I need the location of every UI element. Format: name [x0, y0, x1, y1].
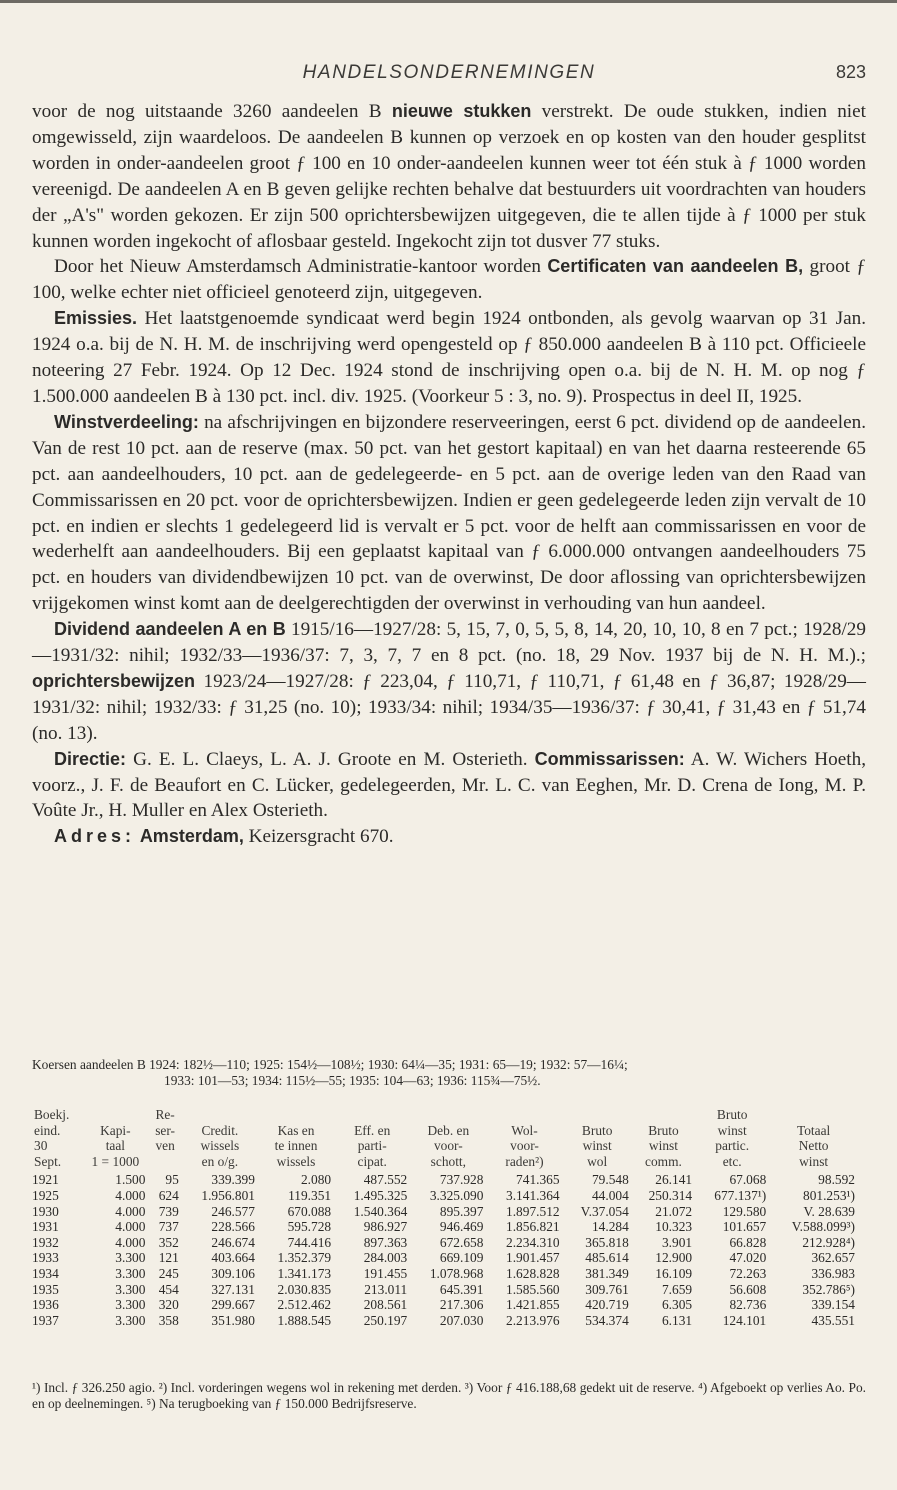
- table-cell: V.37.054: [580, 1203, 629, 1219]
- column-header: voor-: [510, 1138, 539, 1154]
- table-cell: 1937: [32, 1312, 59, 1328]
- table-cell: 98.592: [818, 1172, 855, 1188]
- column-header: winst: [799, 1153, 829, 1169]
- table-cell: 124.101: [722, 1312, 767, 1328]
- table-cell: 2.213.976: [506, 1312, 560, 1328]
- table-cell: 741.365: [516, 1172, 560, 1188]
- table-cell: V. 28.639: [803, 1203, 855, 1219]
- paragraph-emissies: Emissies. Het laatstgenoemde syndicaat werd begin 1924 ontbonden, als gevolg waarvan op 31 Jan. 1924 o.a. bij de N. H. M. de inschrijving werd opengesteld op ƒ 850.000 aandeelen B à 110 pct. Officieele noteering 27 Febr. 1924. Op 12 Dec. 1924 stond de inschrijving open o.a. bij de N. H. M. op nog ƒ 1.500.000 aandeelen B à 130 pct. incl. div. 1925. (Voorkeur 5 : 3, no. 9). Prospectus in deel II, 1925.: [32, 308, 866, 407]
- table-cell: 14.284: [591, 1219, 629, 1235]
- column-header: [486, 1107, 562, 1123]
- column-header: Bruto: [716, 1107, 748, 1122]
- table-cell: 1.540.364: [353, 1203, 408, 1219]
- column-header: Credit.: [201, 1122, 239, 1138]
- table-body: [32, 1172, 858, 1328]
- column-header: eind.: [34, 1122, 61, 1138]
- section-heading: Emissies.: [54, 308, 138, 329]
- table-cell: 737: [158, 1219, 179, 1235]
- paragraph-directie: Directie: G. E. L. Claeys, L. A. J. Groote en M. Osterieth. Commissarissen: A. W. Wichers Hoeth, voorz., J. F. de Beaufort en C. Lücker, gedelegeerden, Mr. L. C. van Eeghen, Mr. D. Crena de Iong, M. P. Voûte Jr., H. Muller en Alex Osterieth.: [32, 748, 866, 822]
- table-cell: 352.786⁵): [802, 1281, 855, 1297]
- table-cell: 645.391: [439, 1281, 484, 1297]
- table-cell: 228.566: [211, 1219, 255, 1235]
- table-cell: 1.901.457: [506, 1250, 560, 1266]
- paragraph-shares: voor de nog uitstaande 3260 aandeelen B nieuwe stukken verstrekt. De oude stukken, indien niet omgewisseld, zijn waardeloos. De aandeelen B kunnen op verzoek en op kosten van den houder gesplitst worden in onder-aandeelen groot ƒ 100 en 10 onder-aandeelen kunnen weer tot één stuk à ƒ 1000 worden vereenigd. De aandeelen A en B geven gelijke rechten behalve dat bestuurders uit voordrachten van houders der „A's" worden gekozen. Er zijn 500 oprichtersbewijzen uitgegeven, die te allen tijde à ƒ 1000 per stuk kunnen worden ingekocht of aflosbaar gesteld. Ingekocht zijn tot dusver 77 stuks.: [32, 101, 866, 252]
- bold-term: Amsterdam,: [139, 826, 244, 847]
- column-header: [182, 1107, 258, 1123]
- table-cell: 217.306: [439, 1297, 484, 1313]
- table-cell: 737.928: [439, 1172, 484, 1188]
- column-header: Netto: [798, 1138, 829, 1154]
- table-cell: 1.585.560: [506, 1281, 560, 1297]
- table-cell: 365.818: [585, 1234, 629, 1250]
- column-header: wissels: [276, 1153, 316, 1169]
- column-header: Bruto: [581, 1122, 613, 1138]
- table-cell: 3.325.090: [429, 1187, 484, 1203]
- table-cell: 1.856.821: [506, 1219, 560, 1235]
- table-cell: 1.500: [115, 1172, 146, 1188]
- share-prices-line: Koersen aandeelen B 1924: 182½—110; 1925: 154½—108½; 1930: 64¼—35; 1931: 65—19; 1932: 57—16¼;: [32, 1057, 628, 1072]
- table-cell: 336.983: [811, 1265, 855, 1281]
- table-cell: 3.300: [115, 1265, 146, 1281]
- table-cell: 595.728: [287, 1219, 332, 1235]
- section-heading: Commissarissen:: [534, 748, 685, 769]
- table-cell: 320: [158, 1297, 179, 1313]
- table-cell: 739: [158, 1203, 179, 1219]
- table-row: [32, 1188, 858, 1204]
- bold-term: nieuwe stukken: [391, 101, 532, 121]
- column-header: en o/g.: [201, 1153, 239, 1169]
- table-cell: 212.928⁴): [802, 1234, 855, 1250]
- column-header: winst: [648, 1138, 678, 1154]
- table-cell: 327.131: [211, 1281, 255, 1297]
- table-header: [32, 1107, 858, 1172]
- column-header: schott,: [430, 1153, 467, 1169]
- running-title: HANDELSONDERNEMINGEN: [302, 62, 596, 83]
- table-cell: 946.469: [439, 1219, 484, 1235]
- table-cell: 420.719: [585, 1297, 629, 1313]
- table-row: [32, 1219, 858, 1235]
- table-cell: 10.323: [655, 1219, 693, 1235]
- table-cell: 2.234.310: [506, 1234, 560, 1250]
- table-header-row: [32, 1107, 858, 1123]
- table-cell: 1925: [32, 1187, 59, 1203]
- table-cell: 299.667: [211, 1297, 255, 1313]
- bold-term: oprichtersbewijzen: [32, 670, 196, 691]
- table-cell: 1.341.173: [277, 1265, 332, 1281]
- table-cell: 3.300: [115, 1250, 146, 1266]
- table-cell: 245: [158, 1265, 179, 1281]
- table-cell: 79.548: [591, 1172, 629, 1188]
- column-header: cipat.: [357, 1153, 387, 1169]
- table-cell: 485.614: [585, 1250, 629, 1266]
- table-cell: 1.888.545: [277, 1312, 332, 1328]
- column-header: Eff. en: [354, 1122, 391, 1138]
- table-cell: 801.253¹): [803, 1187, 855, 1203]
- table-cell: 1.628.828: [506, 1265, 560, 1281]
- table-row: [32, 1204, 858, 1220]
- table-row: [32, 1266, 858, 1282]
- column-header: winst: [717, 1122, 747, 1138]
- section-heading: Dividend aandeelen A en B: [54, 619, 286, 640]
- table-cell: 381.349: [585, 1265, 629, 1281]
- top-border: [0, 0, 897, 3]
- column-header: Sept.: [34, 1153, 62, 1169]
- table-row: [32, 1297, 858, 1313]
- column-header: [632, 1107, 695, 1123]
- table-cell: 250.197: [363, 1312, 408, 1328]
- table-cell: 1933: [32, 1250, 59, 1266]
- column-header: [334, 1107, 410, 1123]
- table-cell: 213.011: [364, 1281, 408, 1297]
- column-header: [148, 1154, 181, 1173]
- column-header: Boekj.: [34, 1107, 70, 1122]
- share-prices-line: 1933: 101—53; 1934: 115½—55; 1935: 104—63; 1936: 115¾—75½.: [164, 1073, 541, 1088]
- column-header: 1 = 1000: [91, 1153, 140, 1169]
- table-cell: 339.399: [211, 1172, 255, 1188]
- column-header: comm.: [645, 1153, 682, 1169]
- column-header: 30: [34, 1138, 48, 1154]
- table-cell: 669.109: [439, 1250, 484, 1266]
- table-cell: 250.314: [648, 1187, 693, 1203]
- table-cell: 1.956.801: [201, 1187, 255, 1203]
- table-cell: 2.030.835: [277, 1281, 332, 1297]
- paragraph-winstverdeeling: Winstverdeeling: na afschrijvingen en bijzondere reserveeringen, eerst 6 pct. dividend op de aandeelen. Van de rest 10 pct. aan de reserve (max. 50 pct. van het gestort kapitaal) en van het daarna resteerende 65 pct. aan aandeelhouders, 10 pct. aan de gedelegeerde- en 5 pct. aan de overige leden van den Raad van Commissarissen en 20 pct. voor de oprichtersbewijzen. Indien er geen gedelegeerde leden zijn vervalt de 10 pct. en indien er slechts 1 gedelegeerd lid is vervalt er 5 pct. voor de helft aan commissarissen en voor de wederhelft aan aandeelhouders. Bij een geplaatst kapitaal van ƒ 6.000.000 ontvangen aandeelhouders 75 pct. en houders van dividendbewijzen 10 pct. van de overwinst, De door aflossing van oprichtersbewijzen vrijgekomen winst komt aan de deelgerechtigden der overwinst in verhouding van hun aandeel.: [32, 411, 866, 615]
- table-cell: 309.761: [585, 1281, 629, 1297]
- table-cell: 1930: [32, 1203, 59, 1219]
- table-header-row: [32, 1138, 858, 1154]
- table-cell: 26.141: [655, 1172, 693, 1188]
- table-cell: 403.664: [211, 1250, 255, 1266]
- table-cell: 16.109: [655, 1265, 693, 1281]
- table-cell: 1.897.512: [506, 1203, 560, 1219]
- column-header: [410, 1107, 486, 1123]
- table-cell: 3.141.364: [506, 1187, 560, 1203]
- table-cell: 56.608: [729, 1281, 767, 1297]
- table-cell: 895.397: [439, 1203, 484, 1219]
- table-cell: 72.263: [729, 1265, 767, 1281]
- column-header: Wol-: [511, 1122, 538, 1138]
- table-cell: 191.455: [363, 1265, 408, 1281]
- table-cell: 284.003: [363, 1250, 408, 1266]
- table-cell: 2.512.462: [277, 1297, 332, 1313]
- column-header: [82, 1107, 148, 1123]
- table-cell: 670.088: [287, 1203, 332, 1219]
- table-cell: 435.551: [811, 1312, 855, 1328]
- table-cell: 246.577: [211, 1203, 255, 1219]
- table-cell: 351.980: [211, 1312, 255, 1328]
- column-header: voor-: [433, 1138, 463, 1154]
- table-cell: 624: [158, 1187, 179, 1203]
- table-cell: 534.374: [585, 1312, 629, 1328]
- table-cell: 1932: [32, 1234, 59, 1250]
- table-cell: 95: [165, 1172, 179, 1188]
- table-cell: 358: [158, 1312, 179, 1328]
- column-header: etc.: [722, 1153, 742, 1169]
- paragraph-certificates: Door het Nieuw Amsterdamsch Administratie-kantoor worden Certificaten van aandeelen B, groot ƒ 100, welke echter niet officieel genoteerd zijn, uitgegeven.: [32, 256, 866, 304]
- column-header: Totaal: [796, 1122, 831, 1138]
- section-heading: Winstverdeeling:: [54, 411, 199, 432]
- table-cell: 1.352.379: [277, 1250, 332, 1266]
- table-header-row: [32, 1154, 858, 1173]
- column-header: taal: [105, 1138, 126, 1154]
- table-cell: 677.137¹): [714, 1187, 767, 1203]
- table-cell: 672.658: [439, 1234, 484, 1250]
- table-cell: 21.072: [655, 1203, 693, 1219]
- column-header: raden²): [505, 1153, 544, 1169]
- paragraph-dividend: Dividend aandeelen A en B 1915/16—1927/28: 5, 15, 7, 0, 5, 5, 8, 14, 20, 10, 10, 8 en 7 pct.; 1928/29—1931/32: nihil; 1932/33—1936/37: 7, 3, 7, 7 en 8 pct. (no. 18, 29 Nov. 1937 bij de N. H. M.).; oprichtersbewijzen 1923/24—1927/28: ƒ 223,04, ƒ 110,71, ƒ 110,71, ƒ 61,48 en ƒ 36,87; 1928/29—1931/32: nihil; 1932/33: ƒ 31,25 (no. 10); 1933/34: nihil; 1934/35—1936/37: ƒ 30,41, ƒ 31,43 en ƒ 51,74 (no. 13).: [32, 619, 866, 744]
- column-header: Kapi-: [100, 1122, 131, 1138]
- column-header: Re-: [155, 1107, 175, 1122]
- table-cell: 1934: [32, 1265, 59, 1281]
- table-cell: 208.561: [363, 1297, 408, 1313]
- body-text: [32, 99, 866, 850]
- column-header: [563, 1107, 632, 1123]
- table-cell: 309.106: [211, 1265, 255, 1281]
- table-cell: 47.020: [729, 1250, 767, 1266]
- table-cell: 744.416: [287, 1234, 332, 1250]
- table-row: [32, 1235, 858, 1251]
- table-cell: 454: [158, 1281, 179, 1297]
- section-heading: Directie:: [54, 748, 127, 769]
- column-header: Bruto: [648, 1122, 679, 1138]
- table-cell: 986.927: [363, 1219, 408, 1235]
- table-cell: 3.300: [115, 1297, 146, 1313]
- paragraph-adres: Adres: Amsterdam, Keizersgracht 670.: [54, 826, 394, 848]
- table-row: [32, 1282, 858, 1298]
- column-header: Deb. en: [427, 1122, 470, 1138]
- table-cell: 44.004: [591, 1187, 629, 1203]
- table-cell: 1921: [32, 1172, 59, 1188]
- column-header: [258, 1107, 334, 1123]
- column-header: partic.: [715, 1138, 750, 1154]
- table-cell: 1.495.325: [353, 1187, 408, 1203]
- table-cell: 6.131: [661, 1312, 693, 1328]
- column-header: te innen: [274, 1138, 318, 1154]
- table-cell: 6.305: [661, 1297, 693, 1313]
- table-cell: 3.300: [115, 1281, 146, 1297]
- table-cell: 3.901: [661, 1234, 693, 1250]
- table-cell: 487.552: [363, 1172, 408, 1188]
- page-header: [32, 62, 866, 86]
- table-cell: 362.657: [811, 1250, 855, 1266]
- table-cell: 1935: [32, 1281, 59, 1297]
- column-header: wissels: [200, 1138, 240, 1154]
- table-cell: 129.580: [722, 1203, 767, 1219]
- financial-table: [32, 1107, 858, 1328]
- table-cell: 2.080: [300, 1172, 332, 1188]
- column-header: [769, 1107, 858, 1123]
- table-cell: 1.421.855: [506, 1297, 560, 1313]
- table-cell: 246.674: [211, 1234, 255, 1250]
- table-cell: 66.828: [729, 1234, 767, 1250]
- table-cell: 4.000: [115, 1234, 146, 1250]
- column-header: Kas en: [277, 1122, 315, 1138]
- table-row: [32, 1172, 858, 1188]
- bold-term: Certificaten van aandeelen B,: [547, 256, 804, 277]
- share-prices: [32, 1057, 866, 1089]
- column-header: ven: [155, 1138, 175, 1154]
- table-cell: 12.900: [655, 1250, 693, 1266]
- table-cell: 4.000: [115, 1203, 146, 1219]
- table-cell: 1.078.968: [429, 1265, 484, 1281]
- table-cell: 4.000: [115, 1187, 146, 1203]
- table-header-row: [32, 1123, 858, 1139]
- footnotes: ¹) Incl. ƒ 326.250 agio. ²) Incl. vorderingen wegens wol in rekening met derden. ³) Voor ƒ 416.188,68 gedekt uit de reserve. ⁴) Afgeboekt op verlies Ao. Po. en op deelnemingen. ⁵) Na terugboeking van ƒ 150.000 Bedrijfsreserve.: [32, 1380, 866, 1412]
- table-cell: 7.659: [661, 1281, 693, 1297]
- table-cell: 121: [158, 1250, 179, 1266]
- table-cell: 82.736: [729, 1297, 767, 1313]
- table-cell: 339.154: [811, 1297, 855, 1313]
- table-cell: 207.030: [439, 1312, 484, 1328]
- column-header: winst: [582, 1138, 612, 1154]
- table-cell: 4.000: [115, 1219, 146, 1235]
- table-cell: 1936: [32, 1297, 59, 1313]
- table-cell: 1931: [32, 1219, 59, 1235]
- table-cell: 352: [158, 1234, 179, 1250]
- table-cell: 897.363: [363, 1234, 408, 1250]
- table-row: [32, 1250, 858, 1266]
- column-header: wol: [587, 1153, 608, 1169]
- page-number: 823: [835, 62, 866, 82]
- table-row: [32, 1313, 858, 1329]
- column-header: ser-: [155, 1122, 176, 1138]
- table-cell: 101.657: [722, 1219, 767, 1235]
- section-heading: Adres:: [54, 826, 136, 847]
- table-cell: V.588.099³): [791, 1219, 855, 1235]
- table-cell: 3.300: [115, 1312, 146, 1328]
- table-cell: 67.068: [729, 1172, 767, 1188]
- table-cell: 119.351: [288, 1187, 332, 1203]
- column-header: parti-: [357, 1138, 387, 1154]
